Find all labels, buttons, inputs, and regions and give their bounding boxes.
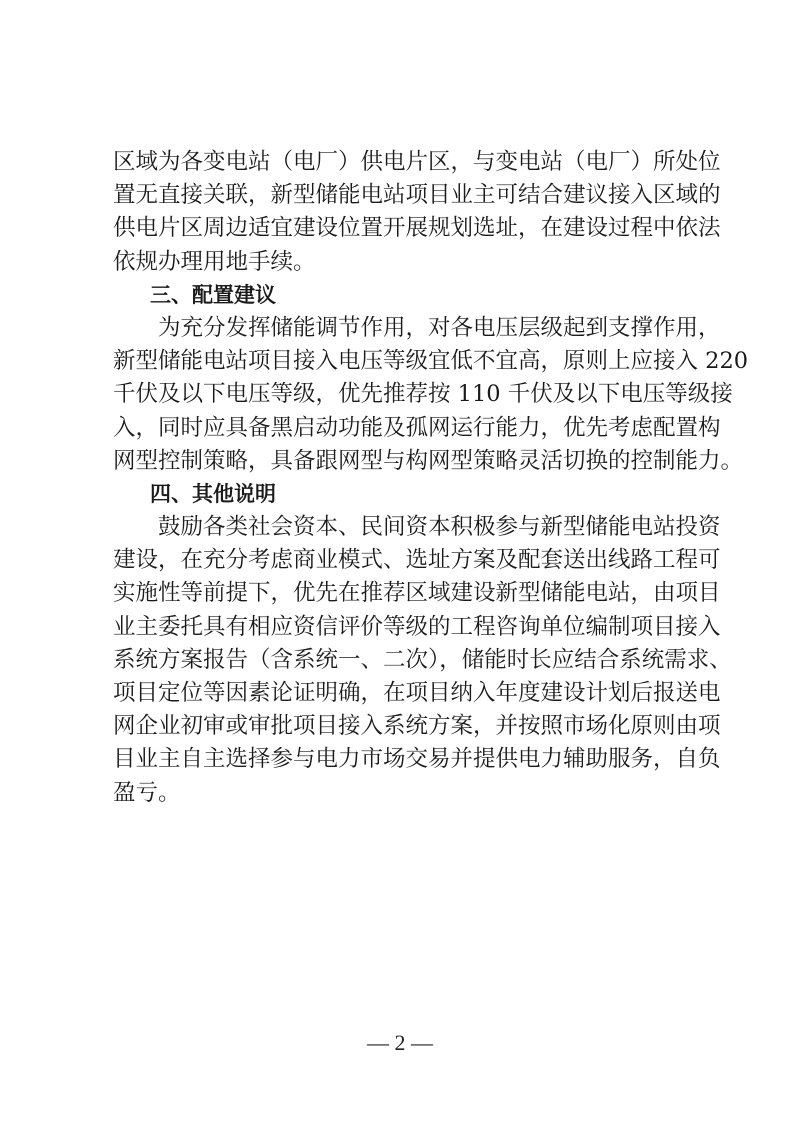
text-line: 为充分发挥储能调节作用，对各电压层级起到支撑作用， bbox=[158, 314, 721, 341]
text-line: 盈亏。 bbox=[113, 779, 181, 806]
section-heading-configuration: 三、配置建议 bbox=[150, 282, 276, 307]
paragraph-configuration bbox=[113, 312, 749, 478]
text-line: 系统方案报告（含系统一、二次），储能时长应结合系统需求、 bbox=[113, 646, 732, 673]
text-line: 实施性等前提下，优先在推荐区域建设新型储能电站，由项目 bbox=[113, 580, 721, 607]
page-number: — 2 — bbox=[367, 1030, 433, 1055]
text-line: 目业主自主选择参与电力市场交易并提供电力辅助服务，自负 bbox=[113, 746, 721, 773]
text-line: 入，同时应具备黑启动功能及孤网运行能力，优先考虑配置构 bbox=[113, 414, 721, 441]
text-line: 鼓励各类社会资本、民间资本积极参与新型储能电站投资 bbox=[158, 514, 721, 541]
text-line: 千伏及以下电压等级，优先推荐按 110 千伏及以下电压等级接 bbox=[113, 381, 733, 408]
text-line: 新型储能电站项目接入电压等级宜低不宜高，原则上应接入 220 bbox=[113, 348, 749, 375]
paragraph-site-selection bbox=[113, 146, 721, 279]
text-line: 项目定位等因素论证明确，在项目纳入年度建设计划后报送电 bbox=[113, 680, 721, 706]
text-line: 置无直接关联，新型储能电站项目业主可结合建议接入区域的 bbox=[113, 182, 721, 209]
text-line: 依规办理用地手续。 bbox=[113, 248, 316, 275]
text-line: 网型控制策略，具备跟网型与构网型策略灵活切换的控制能力。 bbox=[113, 447, 744, 474]
section-heading-other: 四、其他说明 bbox=[150, 481, 276, 506]
text-line: 供电片区周边适宜建设位置开展规划选址，在建设过程中依法 bbox=[113, 215, 721, 242]
paragraph-other bbox=[113, 511, 732, 810]
text-line: 区域为各变电站（电厂）供电片区，与变电站（电厂）所处位 bbox=[113, 149, 721, 175]
text-line: 建设，在充分考虑商业模式、选址方案及配套送出线路工程可 bbox=[113, 547, 721, 574]
text-line: 网企业初审或审批项目接入系统方案，并按照市场化原则由项 bbox=[113, 713, 721, 740]
document-body bbox=[113, 146, 749, 810]
text-line: 业主委托具有相应资信评价等级的工程咨询单位编制项目接入 bbox=[113, 613, 721, 640]
